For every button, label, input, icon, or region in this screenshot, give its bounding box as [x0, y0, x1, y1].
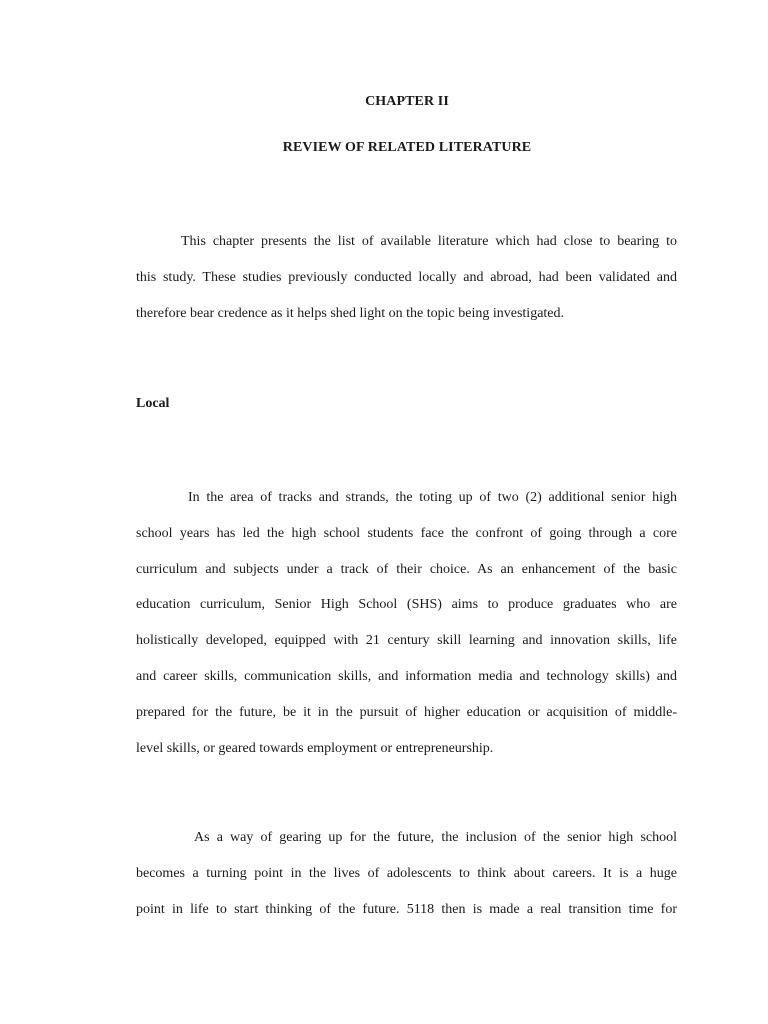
section-title: REVIEW OF RELATED LITERATURE — [282, 140, 532, 155]
intro-line: this study. These studies previously conducted locally and abroad, had been validated and — [136, 269, 677, 285]
local-paragraph-2 — [136, 820, 677, 927]
paragraph-line: becomes a turning point in the lives of adolescents to think about careers. It is a huge — [136, 865, 677, 881]
paragraph-line: point in life to start thinking of the future. 5118 then is made a real transition time for — [136, 901, 677, 917]
paragraph-line: education curriculum, Senior High School (SHS) aims to produce graduates who are — [136, 597, 677, 613]
paragraph-line: prepared for the future, be it in the pursuit of higher education or acquisition of middle- — [136, 704, 677, 720]
paragraph-line: school years has led the high school students face the confront of going through a core — [136, 525, 677, 541]
paragraph-line: In the area of tracks and strands, the toting up of two (2) additional senior high — [188, 490, 677, 505]
paragraph-line: and career skills, communication skills, and information media and technology skills) and — [136, 668, 677, 684]
intro-paragraph — [136, 224, 677, 331]
paragraph-line: As a way of gearing up for the future, the inclusion of the senior high school — [194, 830, 677, 845]
local-paragraph-1 — [136, 480, 677, 766]
intro-line: This chapter presents the list of available literature which had close to bearing to — [181, 234, 677, 249]
intro-line: therefore bear credence as it helps shed light on the topic being investigated. — [136, 305, 565, 321]
paragraph-line: curriculum and subjects under a track of their choice. As an enhancement of the basic — [136, 561, 677, 577]
paragraph-line: holistically developed, equipped with 21 century skill learning and innovation skills, life — [136, 633, 677, 649]
subheading-local: Local — [136, 396, 170, 411]
chapter-label: CHAPTER II — [365, 94, 449, 109]
paragraph-line: level skills, or geared towards employment or entrepreneurship. — [136, 740, 494, 756]
